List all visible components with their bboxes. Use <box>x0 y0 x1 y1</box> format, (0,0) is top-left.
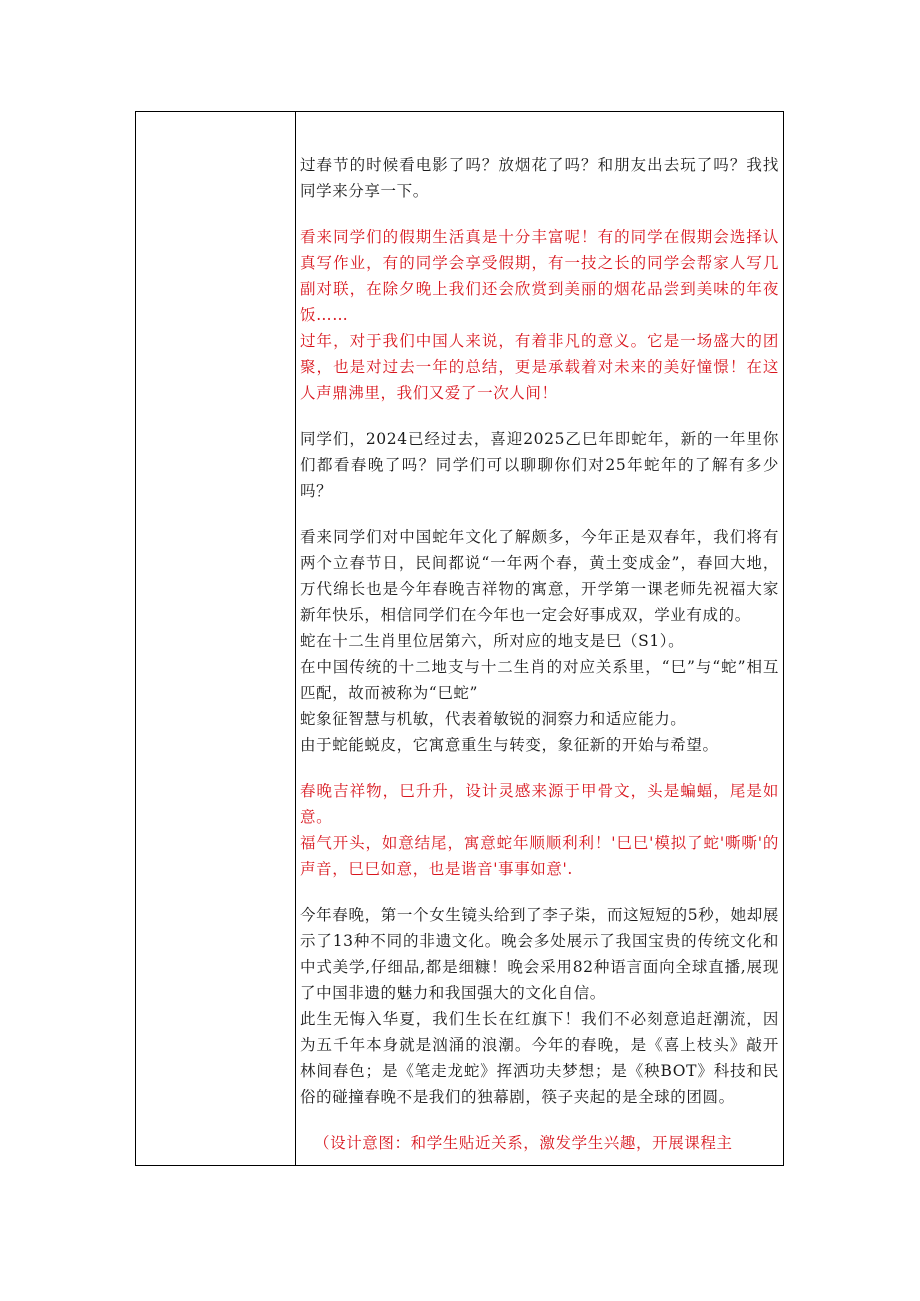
lesson-table <box>135 111 784 1166</box>
right-column-cell <box>296 112 783 1165</box>
snake-rebirth-paragraph: 由于蛇能蜕皮，它寓意重生与转变，象征新的开始与希望。 <box>300 736 719 754</box>
zodiac-position-paragraph: 蛇在十二生肖里位居第六，所对应的地支是巳（S1）。 <box>300 632 685 650</box>
mascot-meaning-paragraph: 福气开头，如意结尾，寓意蛇年顺顺利利！'巳巳'模拟了蛇'嘶嘶'的声音，巳巳如意，也是谐音'事事如意'. <box>300 834 779 878</box>
holiday-life-paragraph: 看来同学们的假期生活真是十分丰富呢！有的同学在假期会选择认真写作业，有的同学会享受假期，有一技之长的同学会帮家人写几副对联，在除夕晚上我们还会欣赏到美丽的烟花品尝到美味的年夜饭…… <box>300 228 779 324</box>
china-pride-paragraph: 此生无悔入华夏，我们生长在红旗下！我们不必刻意追赶潮流，因为五千年本身就是汹涌的浪潮。今年的春晚，是《喜上枝头》敲开林间春色；是《笔走龙蛇》挥洒功夫梦想；是《秧BOT》科技和民俗的碰撞春晚不是我们的独幕剧，筷子夹起的是全球的团圆。 <box>300 1010 779 1106</box>
mascot-paragraph: 春晚吉祥物，巳升升，设计灵感来源于甲骨文，头是蝙蝠，尾是如意。 <box>300 782 779 826</box>
intro-question-paragraph: 过春节的时候看电影了吗？放烟花了吗？和朋友出去玩了吗？我找同学来分享一下。 <box>300 156 779 200</box>
snake-culture-paragraph: 看来同学们对中国蛇年文化了解颇多，今年正是双春年，我们将有两个立春节日，民间都说“一年两个春，黄土变成金”，春回大地，万代绵长也是今年春晚吉祥物的寓意，开学第一课老师先祝福大家新年快乐，相信同学们在今年也一定会好事成双，学业有成的。 <box>300 528 779 624</box>
snake-year-question-paragraph: 同学们，2024已经过去，喜迎2025乙巳年即蛇年，新的一年里你们都看春晚了吗？同学们可以聊聊你们对25年蛇年的了解有多少吗？ <box>300 430 779 500</box>
gala-heritage-paragraph: 今年春晚，第一个女生镜头给到了李子柒，而这短短的5秒，她却展示了13种不同的非遗文化。晚会多处展示了我国宝贵的传统文化和中式美学,仔细品,都是细糠！晚会采用82种语言面向全球直播,展现了中国非遗的魅力和我国强大的文化自信。 <box>300 906 779 1002</box>
design-intent-paragraph: （设计意图：和学生贴近关系，激发学生兴趣，开展课程主 <box>314 1134 733 1152</box>
new-year-meaning-paragraph: 过年，对于我们中国人来说，有着非凡的意义。它是一场盛大的团聚，也是对过去一年的总结，更是承载着对未来的美好憧憬！在这人声鼎沸里，我们又爱了一次人间！ <box>300 332 779 402</box>
left-column-cell <box>136 112 296 1165</box>
earthly-branch-paragraph: 在中国传统的十二地支与十二生肖的对应关系里，“巳”与“蛇”相互匹配，故而被称为“巳蛇” <box>300 658 779 702</box>
snake-wisdom-paragraph: 蛇象征智慧与机敏，代表着敏锐的洞察力和适应能力。 <box>300 710 687 728</box>
